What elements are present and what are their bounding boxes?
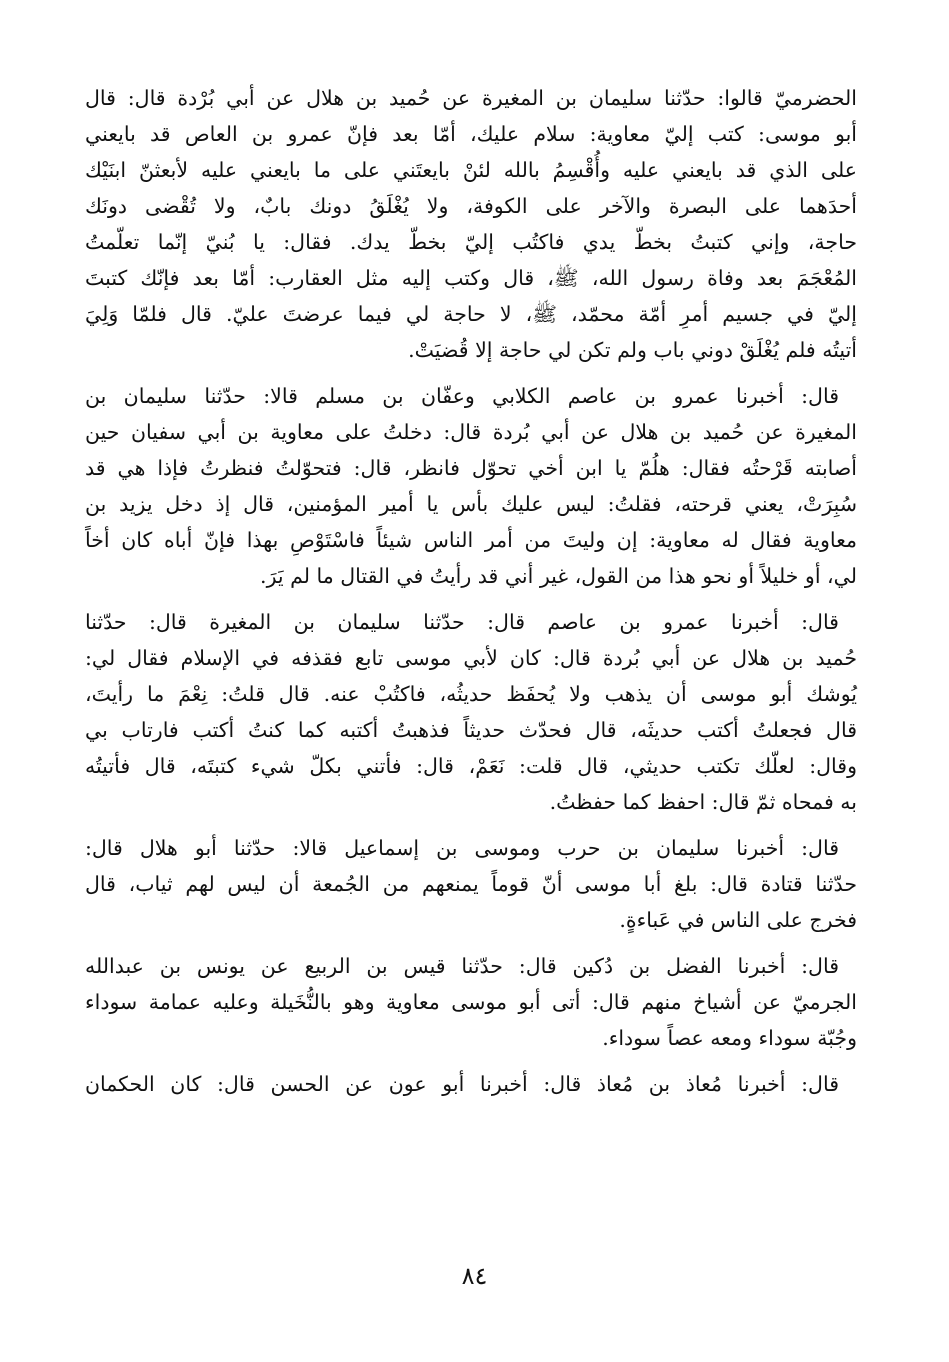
text-line: حدّثنا قتادة قال: بلغ أبا موسى أنّ قوماً يمنعهم من الجُمعة أن ليس لهم ثياب، قال [85,872,857,896]
text-line: الجرميّ عن أشياخ منهم قال: أتى أبو موسى معاوية وهو بالنُّخَيلة وعليه عمامة سوداء [85,990,857,1014]
text-line: فخرج على الناس في عَباءةٍ. [619,908,857,932]
text-line: المُعْجَمَ بعد وفاة رسول الله، ﷺ، قال وكتب إليه مثل العقارب: أمّا بعد فإنّك كتبتَ [85,266,857,290]
text-line: قال: أخبرنا مُعاذ بن مُعاذ قال: أخبرنا أبو عون عن الحسن قال: كان الحكمان [85,1072,839,1096]
paragraph-6 [85,1066,857,1102]
text-line: قال: أخبرنا عمرو بن عاصم الكلابي وعفّان بن مسلم قالا: حدّثنا سليمان بن [85,384,839,408]
text-line: قال: أخبرنا عمرو بن عاصم قال: حدّثنا سليمان بن المغيرة قال: حدّثنا [85,610,839,634]
text-line: قال: أخبرنا الفضل بن دُكين قال: حدّثنا قيس بن الربيع عن يونس بن عبدالله [85,954,839,978]
paragraph-2 [85,378,857,594]
text-line: وجُبّة سوداء ومعه عصاً سوداء. [602,1026,857,1050]
paragraph-5 [85,948,857,1056]
text-line: يُوشك أبو موسى أن يذهب ولا يُحفَظ حديثُه، فاكتُبْ عنه. قال قلتُ: نِعْمَ ما رأيتَ، [85,682,857,706]
text-line: قال فجعلتُ أكتب حديثَه، قال فحدّث حديثاً فذهبتُ أكتبه كما كنتُ أكتب فارتاب بي [85,718,857,742]
text-line: سُبِرَتْ، يعني قرحته، فقلتُ: ليس عليك بأس يا أمير المؤمنين، قال إذ دخل يزيد بن [85,492,857,516]
paragraph-3 [85,604,857,820]
book-page-text [85,80,857,1112]
text-line: أتيتُه فلم يُغْلَقْ دوني باب ولم تكن لي حاجة إلا قُضيَتْ. [408,338,857,362]
text-line: الحضرميّ قالوا: حدّثنا سليمان بن المغيرة عن حُميد بن هلال عن أبي بُرْدة قال: قال [85,86,857,110]
text-line: إليّ في جسيم أمرِ أمّة محمّد، ﷺ، لا حاجة لي فيما عرضتَ عليّ. قال فلمّا وَلِيَ [85,302,857,326]
text-line: حُميد بن هلال عن أبي بُردة قال: كان لأبي موسى تابع فقذفه في الإسلام فقال لي: [85,646,857,670]
text-line: قال: أخبرنا سليمان بن حرب وموسى بن إسماعيل قالا: حدّثنا أبو هلال قال: [85,836,839,860]
text-line: المغيرة عن حُميد بن هلال عن أبي بُردة قال: دخلتُ على معاوية بن أبي سفيان حين [85,420,857,444]
paragraph-1 [85,80,857,368]
text-line: على الذي قد بايعني عليه وأُقْسِمُ بالله لئنْ بايعتَني على ما بايعني عليه لأبعثنّ ابنَيْك [85,158,857,182]
paragraph-4 [85,830,857,938]
text-line: به فمحاه ثمّ قال: احفظ كما حفظتُ. [549,790,857,814]
text-line: أصابته قَرْحتُه فقال: هلُمّ يا ابن أخي تحوّل فانظر، قال: فتحوّلتُ فنظرتُ فإذا هي قد [85,456,857,480]
text-line: حاجة، وإني كتبتُ بخطّ يدي فاكتُب إليّ بخطّ يدك. فقال: يا بُنيّ إنّما تعلّمتُ [85,230,857,254]
text-line: وقال: لعلّك تكتب حديثي، قال قلت: نَعَمْ، قال: فأتني بكلّ شيء كتبتَه، قال فأتيتُه [85,754,857,778]
text-line: أبو موسى: كتب إليّ معاوية: سلام عليك، أمّا بعد فإنّ عمرو بن العاص قد بايعني [85,122,857,146]
text-line: لي، أو خليلاً أو نحو هذا من القول، غير أني قد رأيتُ في القتال ما لم يَرَ. [260,564,857,588]
text-line: معاوية فقال له معاوية: إن وليتَ من أمر الناس شيئاً فاسْتَوْصِ بهذا فإنّ أباه كان أخاً [85,528,857,552]
page-number: ٨٤ [461,1262,488,1290]
text-line: أحدَهما على البصرة والآخر على الكوفة، ولا يُغْلَقُ دونك بابٌ، ولا تُقْضى دونَك [85,194,857,218]
